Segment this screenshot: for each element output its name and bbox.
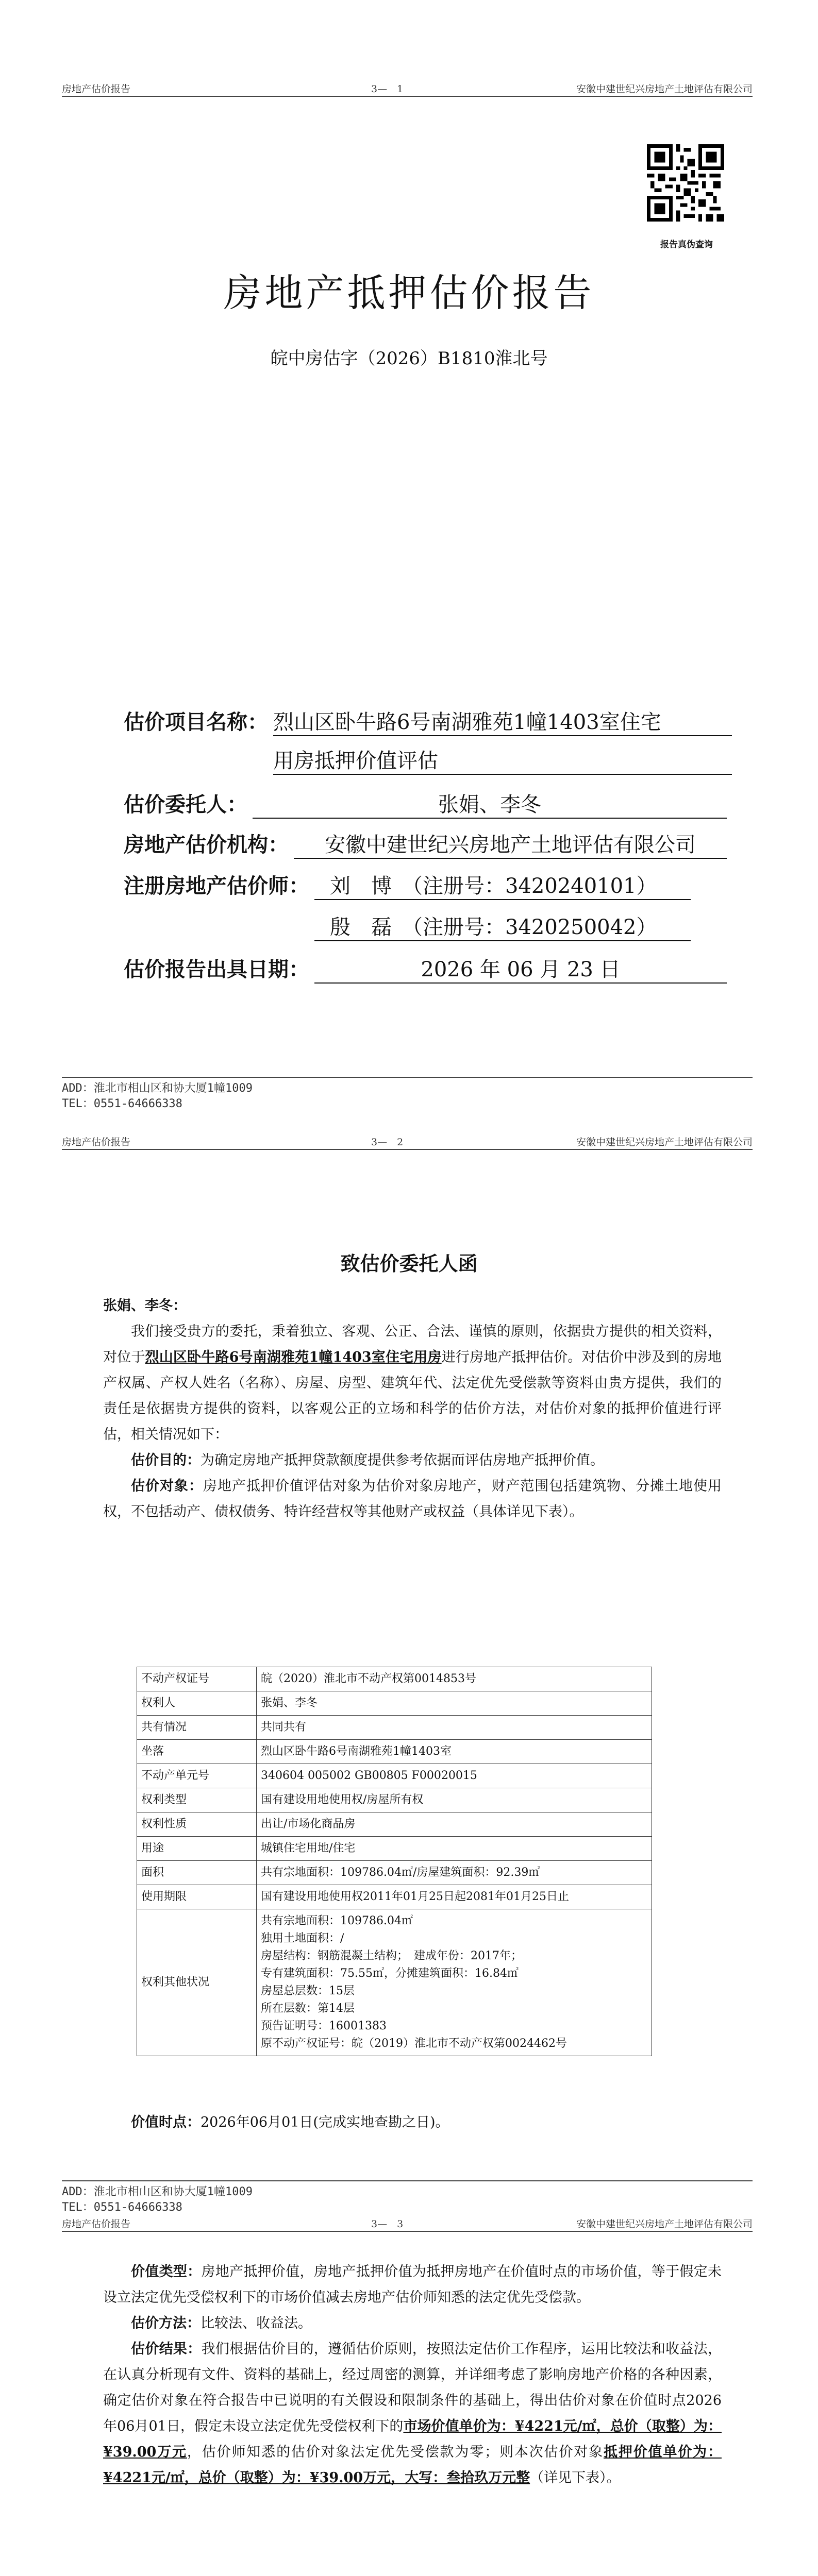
rights-value: 张娟、李冬 bbox=[257, 1691, 652, 1716]
client-value: 张娟、李冬 bbox=[253, 788, 727, 819]
rights-key: 权利其他状况 bbox=[137, 1909, 257, 2056]
purpose-label: 估价目的： bbox=[131, 1452, 201, 1468]
date-label: 估价报告出具日期： bbox=[124, 957, 309, 981]
project-label: 估价项目名称： bbox=[124, 710, 268, 734]
page-footer bbox=[62, 1077, 753, 1112]
rights-row bbox=[137, 1861, 652, 1885]
rights-value: 共有宗地面积：109786.04㎡/房屋建筑面积：92.39㎡ bbox=[257, 1861, 652, 1885]
letter-page bbox=[0, 1128, 818, 2174]
method-text: 比较法、收益法。 bbox=[201, 2315, 312, 2331]
header-right: 安徽中建世纪兴房地产土地评估有限公司 bbox=[576, 1137, 753, 1148]
appraiser-1: 刘 博 （注册号：3420240101） bbox=[314, 870, 691, 900]
rights-value: 国有建设用地使用权2011年01月25日起2081年01月25日止 bbox=[257, 1885, 652, 1909]
result-text-b: ，估价师知悉的估价对象法定优先受偿款为零；则本次估价对象 bbox=[187, 2444, 604, 2460]
object-text: 房地产抵押价值评估对象为估价对象房地产，财产范围包括建筑物、分摊土地使用权，不包括动产、债权债务、特许经营权等其他财产或权益（具体详见下表）。 bbox=[103, 1478, 722, 1520]
value-point-label: 价值时点： bbox=[131, 2114, 201, 2130]
page-header bbox=[62, 1134, 753, 1150]
letter-body bbox=[103, 2259, 722, 2491]
footer-tel: TEL：0551-64666338 bbox=[62, 1097, 182, 1110]
rights-value: 出让/市场化商品房 bbox=[257, 1812, 652, 1837]
rights-other-line: 共有宗地面积：109786.04㎡ bbox=[261, 1914, 413, 1927]
rights-key: 权利人 bbox=[137, 1691, 257, 1716]
header-page-number: 3— 3 bbox=[371, 2218, 404, 2230]
rights-row bbox=[137, 1691, 652, 1716]
footer-address: ADD：淮北市相山区和协大厦1幢1009 bbox=[62, 2185, 253, 2198]
footer-tel: TEL：0551-64666338 bbox=[62, 2201, 182, 2214]
qr-caption: 报告真伪查询 bbox=[660, 240, 713, 250]
org-label: 房地产估价机构： bbox=[124, 833, 289, 857]
value-type-text: 房地产抵押价值，房地产抵押价值为抵押房地产在价值时点的市场价值，等于假定未设立法定优先受偿权利下的市场价值减去房地产估价师知悉的法定优先受偿款。 bbox=[103, 2264, 722, 2306]
rights-other-line: 独用土地面积：/ bbox=[261, 1932, 344, 1945]
report-title: 房地产抵押估价报告 bbox=[223, 271, 595, 315]
footer-address: ADD：淮北市相山区和协大厦1幢1009 bbox=[62, 1082, 253, 1095]
qr-code-icon[interactable] bbox=[647, 144, 724, 222]
header-right: 安徽中建世纪兴房地产土地评估有限公司 bbox=[576, 2218, 753, 2230]
rights-row bbox=[137, 1837, 652, 1861]
rights-other-line: 所在层数：第14层 bbox=[261, 2002, 355, 2015]
salutation: 张娟、李冬： bbox=[103, 1298, 187, 1314]
rights-row bbox=[137, 1812, 652, 1837]
rights-other-line: 房屋总层数：15层 bbox=[261, 1985, 355, 1997]
letter-title: 致估价委托人函 bbox=[340, 1252, 478, 1275]
rights-value: 城镇住宅用地/住宅 bbox=[257, 1837, 652, 1861]
rights-row bbox=[137, 1885, 652, 1909]
appraiser-2: 殷 磊 （注册号：3420250042） bbox=[314, 911, 691, 941]
intro-text-b: 进行房地产抵押估价。对估价中涉及到的房地产权属、产权人姓名（名称）、房屋、房型、建筑年代、法定优先受偿款等资料由贵方提供，我们的责任是依据贵方提供的资料，以客观公正的立场和科学的估价方法，对估价对象的抵押价值进行评估，相关情况如下： bbox=[103, 1349, 722, 1443]
rights-row bbox=[137, 1716, 652, 1740]
rights-other-value bbox=[257, 1909, 652, 2056]
project-name-line2: 用房抵押价值评估 bbox=[273, 744, 732, 775]
rights-key: 用途 bbox=[137, 1837, 257, 1861]
purpose-text: 为确定房地产抵押贷款额度提供参考依据而评估房地产抵押价值。 bbox=[201, 1452, 604, 1468]
rights-value: 340604 005002 GB00805 F00020015 bbox=[257, 1764, 652, 1788]
rights-value: 国有建设用地使用权/房屋所有权 bbox=[257, 1788, 652, 1812]
page-footer bbox=[62, 2180, 753, 2215]
rights-row bbox=[137, 1667, 652, 1691]
rights-other-line: 房屋结构：钢筋混凝土结构； 建成年份：2017年； bbox=[261, 1950, 522, 1962]
client-label: 估价委托人： bbox=[124, 792, 247, 817]
report-number: 皖中房估字（2026）B1810淮北号 bbox=[270, 348, 548, 369]
page-header bbox=[62, 81, 753, 97]
property-rights-table bbox=[137, 1667, 652, 2056]
mortgage-value: 抵押价值单价为：¥4221元/㎡，总价（取整）为：¥39.00万元，大写：叁拾玖万元整 bbox=[103, 2444, 722, 2486]
header-right: 安徽中建世纪兴房地产土地评估有限公司 bbox=[576, 83, 753, 95]
result-text-a: 我们根据估价目的，遵循估价原则，按照法定估价工作程序，运用比较法和收益法，在认真分析现有文件、资料的基础上，经过周密的测算，并详细考虑了影响房地产价格的各种因素，确定估价对象在符合报告中已说明的有关假设和限制条件的基础上，得出估价对象在价值时点2026年06月01日，假定未设立法定优先受偿权利下的 bbox=[103, 2341, 722, 2434]
rights-value: 皖（2020）淮北市不动产权第0014853号 bbox=[257, 1667, 652, 1691]
header-page-number: 3— 1 bbox=[371, 83, 404, 95]
value-type-label: 价值类型： bbox=[131, 2264, 202, 2280]
intro-text-a: 我们接受贵方的委托，秉着独立、客观、公正、合法、谨慎的原则，依据贵方提供的相关资料，对位于 bbox=[103, 1324, 722, 1365]
rights-key: 面积 bbox=[137, 1861, 257, 1885]
rights-key: 不动产权证号 bbox=[137, 1667, 257, 1691]
appraiser-label: 注册房地产估价师： bbox=[124, 874, 309, 898]
method-label: 估价方法： bbox=[131, 2315, 201, 2331]
rights-other-line: 原不动产权证号：皖（2019）淮北市不动产权第0024462号 bbox=[261, 2037, 567, 2050]
value-point bbox=[103, 2110, 722, 2136]
letter-page-continued bbox=[0, 2174, 818, 2576]
value-point-text: 2026年06月01日(完成实地查勘之日)。 bbox=[201, 2114, 449, 2130]
rights-value: 烈山区卧牛路6号南湖雅苑1幢1403室 bbox=[257, 1740, 652, 1764]
intro-object: 烈山区卧牛路6号南湖雅苑1幢1403室住宅用房 bbox=[145, 1349, 442, 1365]
rights-key: 权利类型 bbox=[137, 1788, 257, 1812]
rights-key: 权利性质 bbox=[137, 1812, 257, 1837]
rights-key: 使用期限 bbox=[137, 1885, 257, 1909]
header-page-number: 3— 2 bbox=[371, 1137, 404, 1148]
header-left: 房地产估价报告 bbox=[62, 1137, 131, 1148]
header-left: 房地产估价报告 bbox=[62, 83, 131, 95]
header-left: 房地产估价报告 bbox=[62, 2218, 131, 2230]
rights-row-other bbox=[137, 1909, 652, 2056]
object-label: 估价对象： bbox=[131, 1478, 203, 1494]
cover-page bbox=[0, 0, 818, 1128]
rights-value: 共同共有 bbox=[257, 1716, 652, 1740]
rights-row bbox=[137, 1764, 652, 1788]
project-name-line1: 烈山区卧牛路6号南湖雅苑1幢1403室住宅 bbox=[273, 706, 732, 736]
market-value: 市场价值单价为：¥4221元/㎡，总价（取整）为：¥39.00万元 bbox=[103, 2418, 722, 2460]
rights-key: 坐落 bbox=[137, 1740, 257, 1764]
result-text-c: （详见下表）。 bbox=[530, 2470, 621, 2486]
report-date: 2026 年 06 月 23 日 bbox=[314, 953, 727, 984]
rights-key: 共有情况 bbox=[137, 1716, 257, 1740]
org-value: 安徽中建世纪兴房地产土地评估有限公司 bbox=[294, 828, 727, 859]
page-header bbox=[62, 2216, 753, 2232]
rights-row bbox=[137, 1740, 652, 1764]
result-label: 估价结果： bbox=[131, 2341, 202, 2357]
rights-row bbox=[137, 1788, 652, 1812]
rights-other-line: 预告证明号：16001383 bbox=[261, 2020, 387, 2032]
letter-intro bbox=[103, 1293, 722, 1525]
rights-key: 不动产单元号 bbox=[137, 1764, 257, 1788]
rights-other-line: 专有建筑面积：75.55㎡，分摊建筑面积：16.84㎡ bbox=[261, 1967, 519, 1980]
